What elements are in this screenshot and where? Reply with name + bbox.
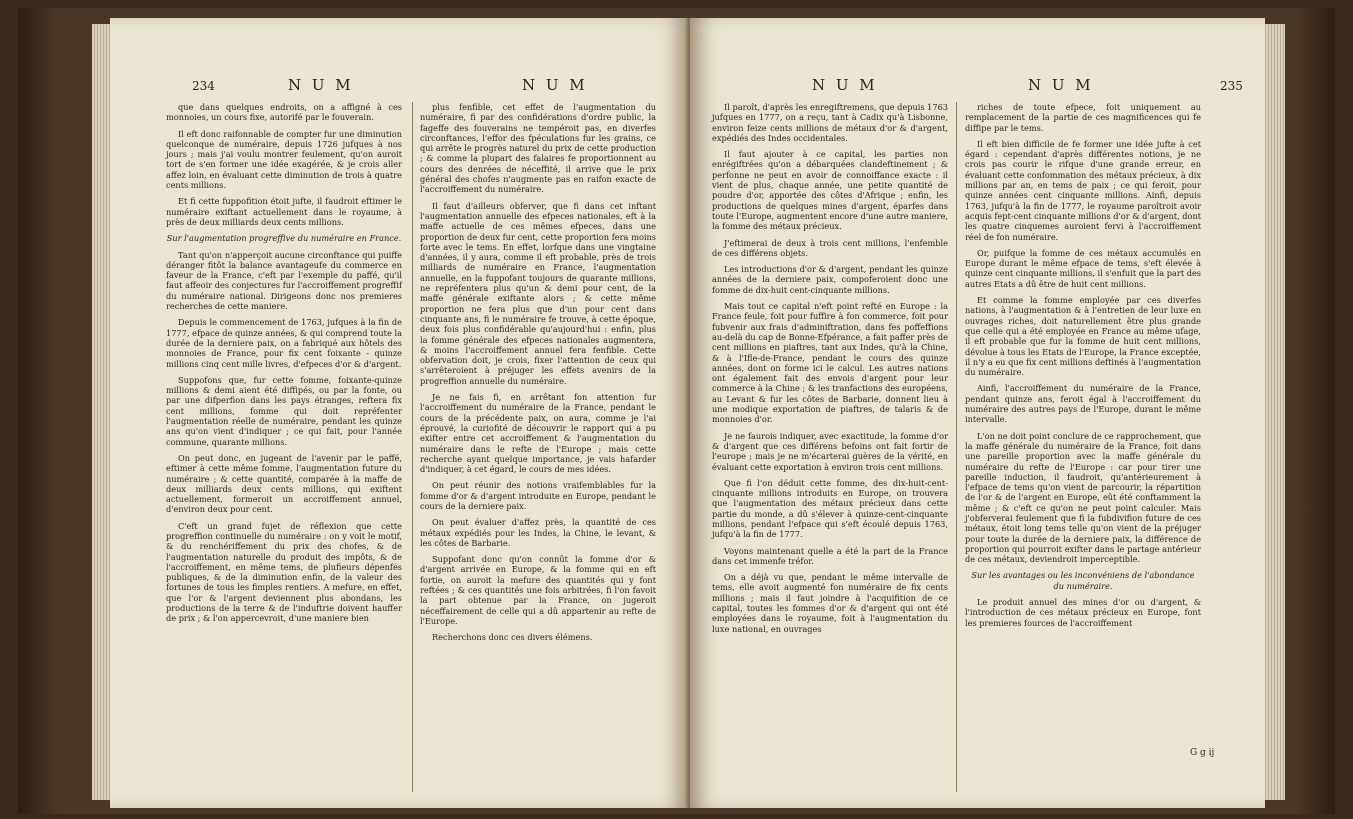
- paragraph: Voyons maintenant quelle a été la part de la France dans cet immenfe tréfor.: [712, 545, 948, 566]
- paragraph: On peut évaluer d'affez près, la quantité de ces métaux expédiés pour les Indes, la Chine, le levant, & les côtes de Barbarie.: [420, 517, 656, 548]
- paragraph: Que fi l'on déduit cette fomme, des dix-huit-cent-cinquante millions introduits en Europe, on trouvera que l'augmentation des métaux précieux dans cette partie du monde, a dû s'élever à quinze-cent-cinquante millions, pendant l'efpace qui s'eft écoulé depuis 1763, jufqu'à la fin de 1777.: [712, 477, 948, 540]
- paragraph: Il faut d'ailleurs obferver, que fi dans cet inftant l'augmentation annuelle des efpeces nationales, eft à la maffe actuelle de ces mêmes efpeces, dans une proportion de deux fur cent, cette proportion fera moins forte avec le tems. En effet, lorfque dans une vingtaine d'années, il y aura, comme il eft probable, près de trois milliards de numéraire en France, l'augmentation annuelle, en la fuppofant toujours de quarante millions, ne repréfentera plus qu'un & demi pour cent, de la maffe générale exiftante alors ; & cette même proportion ne fera plus que d'un pour cent dans cinquante ans, fi le numéraire fe trouve, à cette époque, deux fois plus confidérable qu'aujourd'hui : enfin, plus la fomme générale des efpeces nationales augmentera, & moins l'accroiffement annuel fera fenfible. Cette obfervation doit, je crois, fixer l'attention de ceux qui s'arrêteroient à préjuger les effets avenirs de la progreffion annuelle du numéraire.: [420, 200, 656, 386]
- right-page-edges: [1263, 24, 1285, 800]
- paragraph: J'eftimerai de deux à trois cent millions, l'enfemble de ces différens objets.: [712, 237, 948, 258]
- book: [18, 8, 1335, 814]
- section-heading: Sur les avantages ou les inconvéniens de l'abondance du numéraire.: [971, 570, 1195, 591]
- column-rule: [412, 102, 413, 792]
- right-page-column-2: [965, 102, 1201, 634]
- paragraph: riches de toute efpece, foit uniquement au remplacement de la partie de ces magnificences qui fe diffipe par le tems.: [965, 102, 1201, 133]
- section-heading: Sur l'augmentation progreffive du numéraire en France.: [166, 233, 402, 244]
- paragraph: Je ne faurois indiquer, avec exactitude, la fomme d'or & d'argent que ces différens befoins ont fait fortir de l'europe ; mais je ne m'écarterai guères de la vérité, en évaluant cette exportation à environ trois cent millions.: [712, 430, 948, 472]
- paragraph: Tant qu'on n'apperçoit aucune circonftance qui puiffe déranger fitôt la balance avantageufe du commerce en faveur de la France, c'eft par l'exemple du paffé, qu'il faut affeoir des conjectures fur l'accroiffement progreffif du numéraire national. Dirigeons donc nos premieres recherches de cette maniere.: [166, 249, 402, 312]
- paragraph: Et comme la fomme employée par ces diverfes nations, à l'augmentation & à l'entretien de leur luxe en ouvrages riches, doit naturellement être plus grande que celle qui a été employée en France au même ufage, il eft probable que fur la fomme de huit cent millions, dévolue à tous les Etats de l'Europe, la France exceptée, il n'y a eu que fix cent millions deftinés à l'augmentation du numéraire.: [965, 295, 1201, 378]
- paragraph: On a déjà vu que, pendant le même intervalle de tems, elle avoit augmenté fon numéraire de fix cents millions ; mais il faut joindre à l'acquifition de ce capital, toutes les fommes d'or & d'argent qui ont été employées dans le royaume, foit à l'augmentation du luxe national, en ouvrages: [712, 572, 948, 634]
- paragraph: Je ne fais fi, en arrêtant fon attention fur l'accroiffement du numéraire de la France, pendant le cours de la précédente paix, on aura, comme je l'ai éprouvé, la curiofité de découvrir le rapport qui a pu exifter entre cet accroiffement & l'augmentation du numéraire dans le refte de l'Europe ; mais cette recherche ayant quelque importance, je vais hafarder d'indiquer, à cet égard, le cours de mes idées.: [420, 392, 656, 475]
- paragraph: C'eft un grand fujet de réflexion que cette progreffion continuelle du numéraire : on y voit le motif, & du renchériffement du prix des chofes, & de l'augmentation naturelle du produit des impôts, & de l'accroiffement, en même tems, de plufieurs dépenfes publiques, & de la diminution enfin, de la valeur des fortunes de tous les fimples rentiers. A mefure, en effet, que l'or & l'argent deviennent plus abondans, les productions de la terre & de l'induftrie doivent hauffer de prix ; & l'on appercevroit, d'une maniere bien: [166, 520, 402, 624]
- paragraph: Les introductions d'or & d'argent, pendant les quinze années de la derniere paix, compoferoient donc une fomme de dix-huit cent-cinquante millions.: [712, 264, 948, 295]
- running-head-right-2: N U M: [1028, 76, 1094, 94]
- right-page-column-1: [712, 102, 948, 640]
- left-page-column-1: [166, 102, 402, 630]
- paragraph: L'on ne doit point conclure de ce rapprochement, que la maffe générale du numéraire de la France, foit dans une pareille proportion avec la maffe générale du numéraire du refte de l'Europe : car pour tirer une pareille induction, il faudroit, qu'antérieurement à l'efpace de tems qu'on vient de parcourir, la répartition de l'or & de l'argent en Europe, eût été conftamment la même ; & c'eft ce qu'on ne peut point calculer. Mais j'obferverai feulement que fi la fubdivifion future de ces métaux, étoit long tems telle qu'on vient de la préjuger pour toute la durée de la derniere paix, la différence de proportion qui pourroit exifter dans le partage antérieur de ces métaux, deviendroit imperceptible.: [965, 430, 1201, 565]
- paragraph: plus fenfible, cet effet de l'augmentation du numéraire, fi par des confidérations d'ordre public, la fageffe des fouverains ne tempéroit pas, en diverfes circonftances, l'effor des fpéculations fur les grains, ce qui arrête le progrès naturel du prix de cette production ; & comme la plupart des falaires fe proportionnent au cours des denrées de néceffité, il arrive que le prix général des chofes n'augmente pas en raifon exacte de l'accroiffement du numéraire.: [420, 102, 656, 195]
- paragraph: Or, puifque la fomme de ces métaux accumulés en Europe durant le même efpace de tems, s'eft élevée à quinze cent cinquante millions, il s'enfuit que la part des autres Etats a dû être de huit cent millions.: [965, 247, 1202, 289]
- paragraph: Il paroît, d'après les enregiftremens, que depuis 1763 jufques en 1777, on a reçu, tant à Cadix qu'à Lisbonne, environ feize cents millions de métaux d'or & d'argent, expédiés des Indes occidentales.: [712, 102, 948, 143]
- paragraph: Mais tout ce capital n'eft point refté en Europe : la France feule, foit pour fuffire à fon commerce, foit pour fubvenir aux frais d'adminiftration, dans fes poffeffions au-delà du cap de Bonne-Efpérance, a fait paffer près de cent millions en piaftres, tant aux Indes, qu'à la Chine, & à l'Ifle-de-France, pendant le cours des quinze années, dont on forme ici le calcul. Les autres nations ont également fait des envois d'argent pour leur commerce à la Chine ; & les tranfactions des européens, au Levant & fur les côtes de Barbarie, donnent lieu à une modique exportation de piaftres, de talaris & de monnoies d'or.: [712, 301, 948, 425]
- column-rule: [956, 102, 957, 792]
- paragraph: que dans quelques endroits, on a affigné à ces monnoies, un cours fixe, autorifé par le fouverain.: [166, 102, 402, 123]
- paragraph: On peut réunir des notions vraifemblables fur la fomme d'or & d'argent introduite en Europe, pendant le cours de la derniere paix.: [420, 480, 656, 511]
- paragraph: Suppofons que, fur cette fomme, foixante-quinze millions & demi aient été diffipés, ou par la fonte, ou par une difperfion dans les pays étranges, reftera fix cent millions, fomme qui doit repréfenter l'augmentation réelle de numéraire, pendant les quinze ans qu'on vient d'indiquer ; ce qui fait, pour l'année commune, quarante millions.: [166, 374, 402, 447]
- running-head-right-1: N U M: [812, 76, 878, 94]
- left-page: [110, 18, 688, 808]
- paragraph: Et fi cette fuppofition étoit jufte, il faudroit eftimer le numéraire exiftant actuellement dans le royaume, à près de deux milliards deux cents millions.: [166, 196, 402, 227]
- left-page-column-2: [420, 102, 656, 649]
- running-head-left-2: N U M: [522, 76, 588, 94]
- paragraph: Ainfi, l'accroiffement du numéraire de la France, pendant quinze ans, feroit égal à l'accroiffement du numéraire des autres pays de l'Europe, durant le même intervalle.: [965, 383, 1201, 425]
- paragraph: Il faut ajouter à ce capital, les parties non enrégiftrées qu'on a débarquées clandeftinement ; & perfonne ne peut en avoir de connoiffance exacte : il vient de plus, chaque année, une petite quantité de poudre d'or, apportée des côtes d'Afrique ; enfin, les productions de quelques mines d'argent, éparfes dans toute l'Europe, augmentent encore d'une autre maniere, la fomme des métaux précieux.: [712, 149, 948, 232]
- paragraph: On peut donc, en jugeant de l'avenir par le paffé, eftimer à cette même fomme, l'augmentation future du numéraire ; & cette quantité, comparée à la maffe de deux milliards deux cents millions, qui exiftent actuellement, formeroit un accroiffement annuel, d'environ deux pour cent.: [166, 452, 402, 515]
- left-page-header: [110, 76, 688, 96]
- page-number-left: 234: [192, 79, 215, 93]
- paragraph: Il eft donc raifonnable de compter fur une diminution quelconque de numéraire, depuis 1726 jufques à nos jours ; mais j'ai voulu montrer feulement, qu'on auroit tort de s'en former une idée exagérée, & je crois aller affez loin, en évaluant cette diminution de trois à quatre cents millions.: [166, 128, 402, 191]
- signature-mark: G g ij: [1190, 748, 1215, 758]
- left-page-edges: [92, 24, 112, 800]
- page-number-right: 235: [1220, 79, 1243, 93]
- paragraph: Le produit annuel des mines d'or ou d'argent, & l'introduction de ces métaux précieux en Europe, font les premieres fources de l'accroiffement: [965, 597, 1201, 628]
- running-head-left-1: N U M: [288, 76, 354, 94]
- right-page-header: [690, 76, 1265, 96]
- paragraph: Il eft bien difficile de fe former une idée jufte à cet égard : cependant d'après différentes notions, je ne crois pas courir le rifque d'une grande erreur, en évaluant cette confommation des métaux précieux, à dix millions par an, en tems de paix ; ce qui feroit, pour quinze années cent cinquante millions. Ainfi, depuis 1763, jufqu'à la fin de 1777, le royaume paroîtroit avoir acquis fept-cent cinquante millions d'or & d'argent, dont les quatre cinquemes auroient fervi à l'accroiffement réel de fon numéraire.: [965, 138, 1202, 242]
- paragraph: Suppofant donc qu'on connût la fomme d'or & d'argent arrivée en Europe, & la fomme qui en eft fortie, on auroit la mefure des quantités qui y font reftées ; & ces quantités une fois arbitrées, fi l'on favoit la part obtenue par la France, on jugeroit néceffairement de celle qui a dû appartenir au refte de l'Europe.: [420, 554, 656, 626]
- right-page: [690, 18, 1265, 808]
- paragraph: Depuis le commencement de 1763, jufques à la fin de 1777, efpace de quinze années, & qui comprend toute la durée de la derniere paix, on a fabriqué aux hôtels des monnoies de France, pour fix cent foixante - quinze millions cinq cent mille livres, d'efpeces d'or & d'argent.: [166, 317, 402, 369]
- paragraph: Recherchons donc ces divers élémens.: [432, 632, 593, 643]
